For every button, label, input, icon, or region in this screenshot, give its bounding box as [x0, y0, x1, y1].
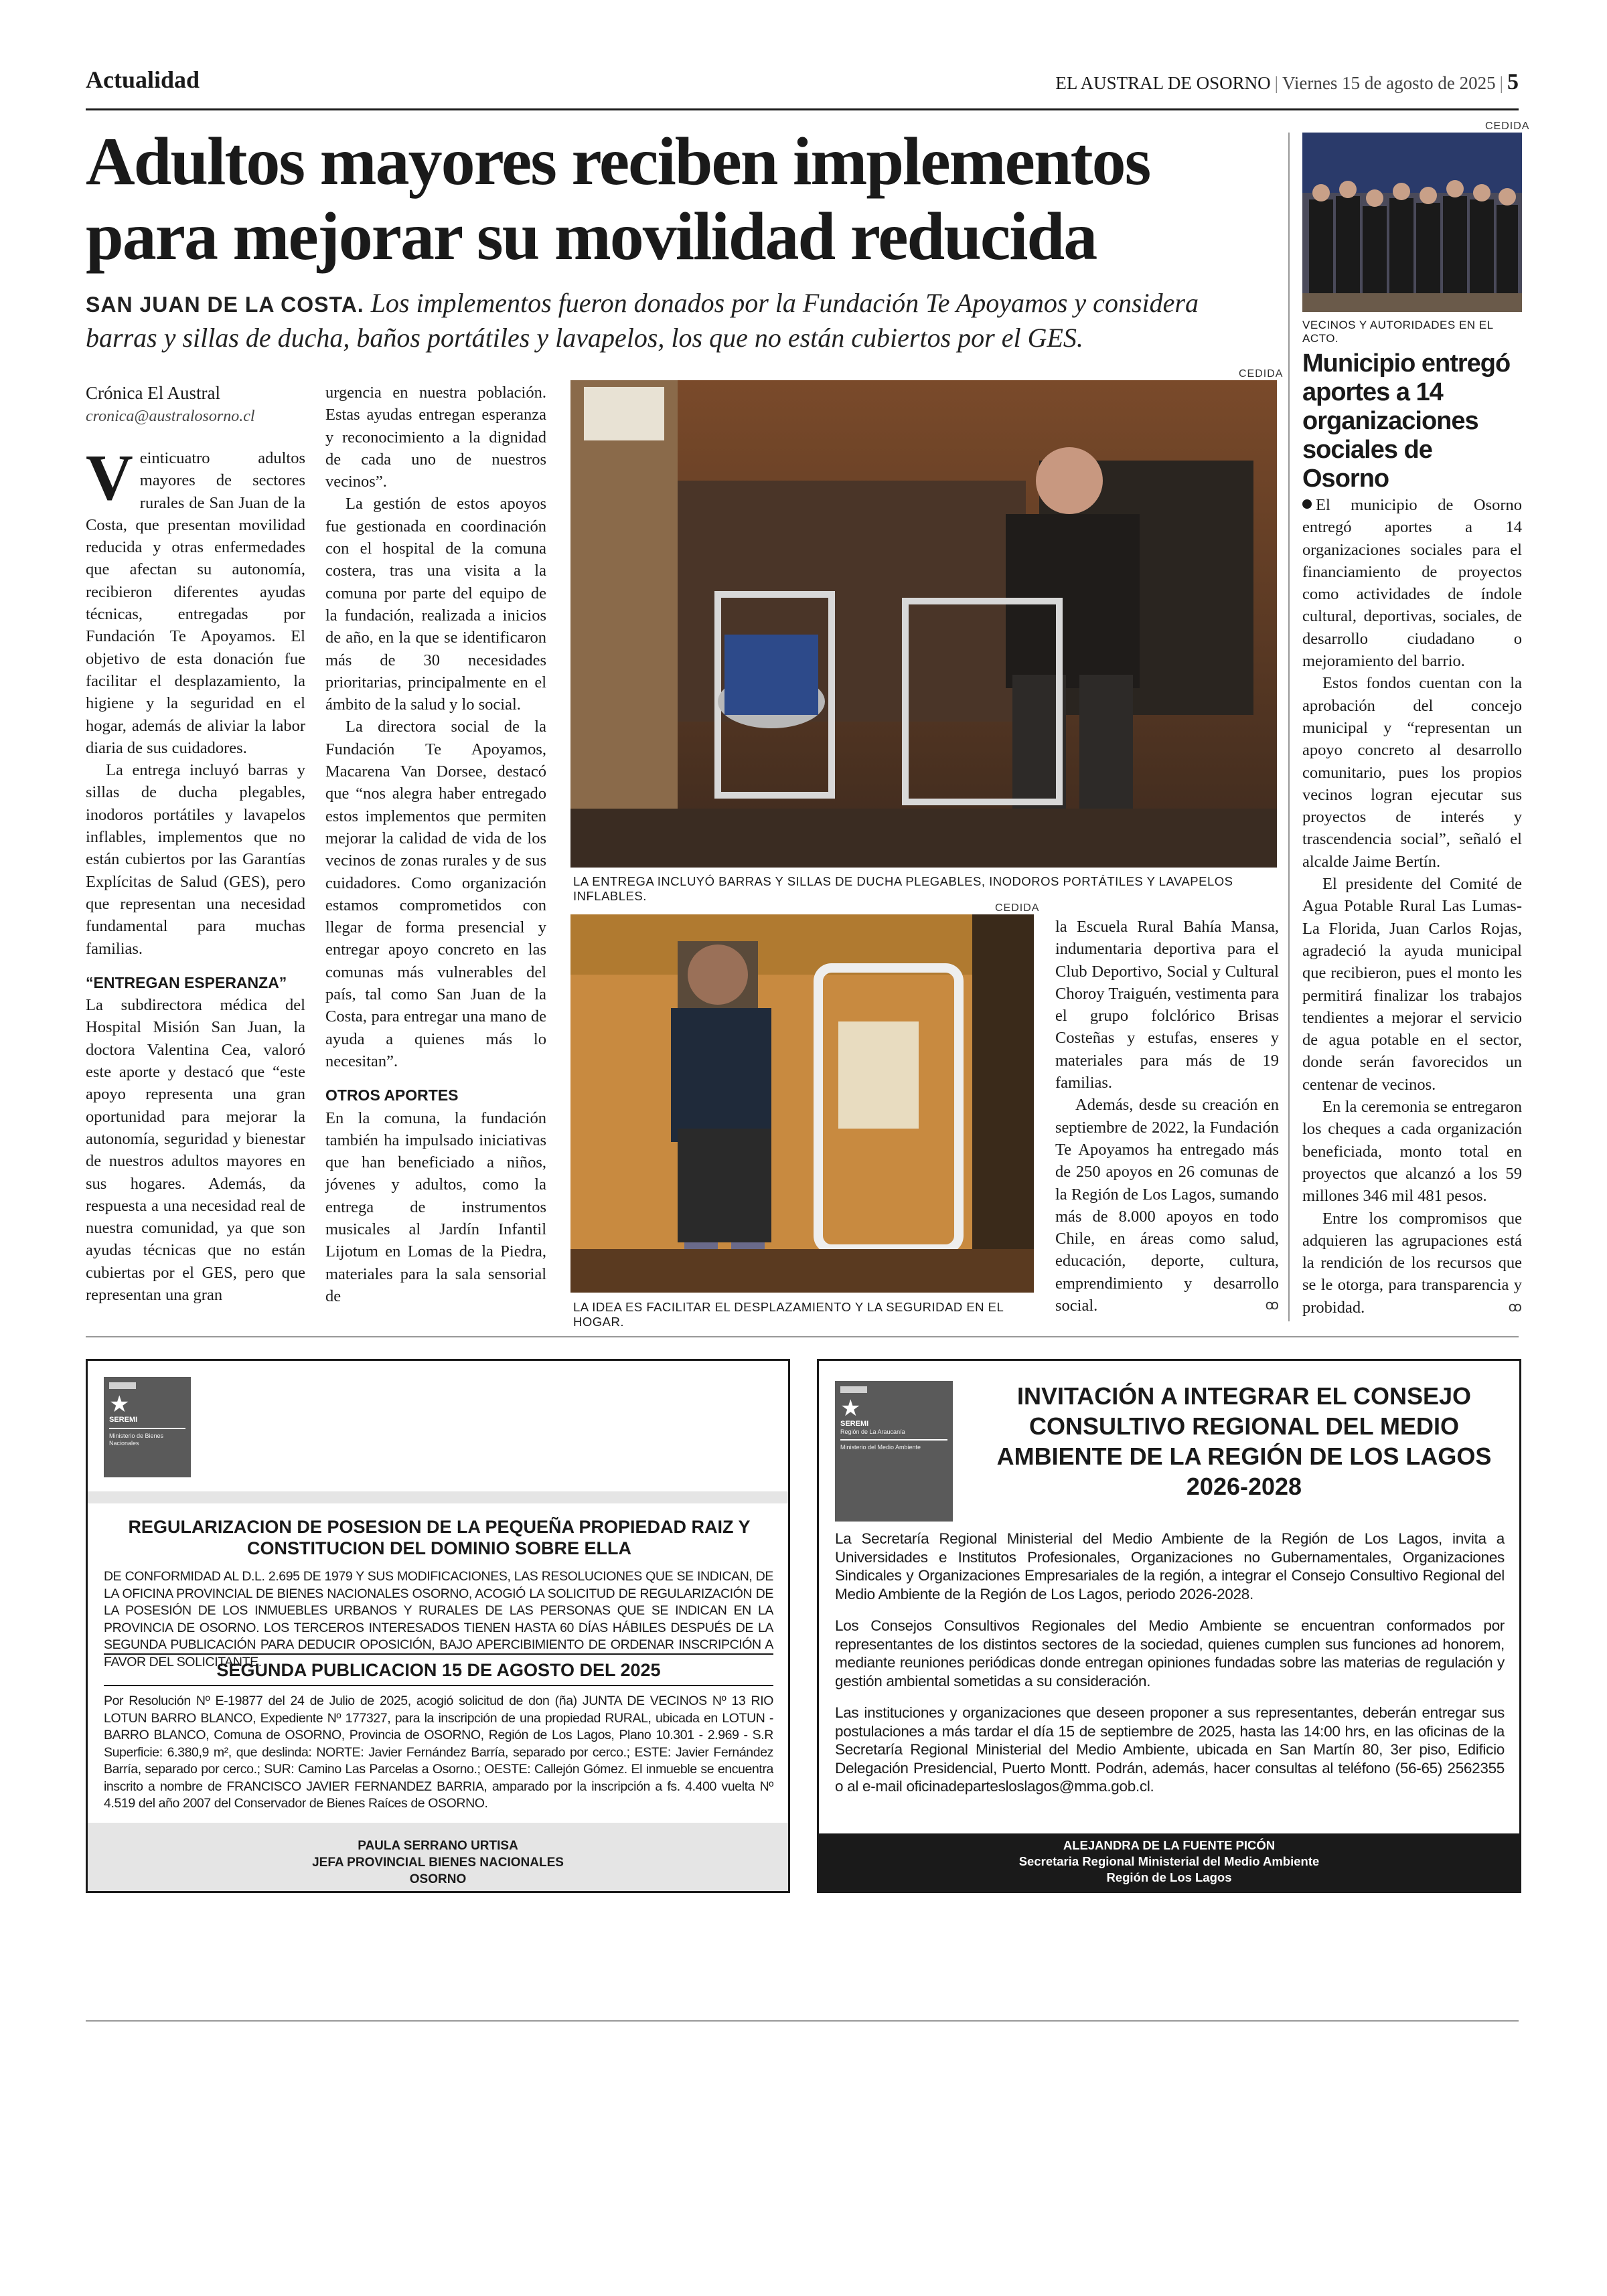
paragraph-text: Además, desde su creación en septiembre de 2022, la Fundación Te Apoyamos ha entregado más de 250 apoyos en 26 comunas de la Región de Los Lagos, sumando más de 8.000 apoyos en todo Chile, en áreas como salud, educación, deporte, cultura, emprendimiento y desarrollo social.	[1055, 1096, 1279, 1315]
article-column-2	[325, 382, 546, 1307]
end-mark-icon: ꝏ	[1508, 1299, 1522, 1315]
article-paragraph: La gestión de estos apoyos fue gestionada en coordinación con el hospital de la comuna costera, tras una visita a la comuna por parte del equipo de la fundación, realizada a inicios de año, en la que se identificaron más de 30 necesidades prioritarias, principalmente en el ámbito de la salud y lo social.	[325, 495, 546, 714]
article-paragraph: La directora social de la Fundación Te Apoyamos, Macarena Van Dorsee, destacó que “nos alegra haber entregado estos implementos que permiten mejorar la calidad de vida de los vecinos de zonas rurales y de sus cuidadores. Como organización estamos comprometidos con llegar de forma presencial y entregar apoyo concreto en las comunas más vulnerables del país, tal como San Juan de la Costa, para entregar una mano de ayuda a quienes más lo necesitan”.	[325, 718, 546, 1070]
logo-label: SEREMI	[840, 1420, 869, 1428]
photo-group-authorities	[1302, 133, 1522, 312]
signer-place: OSORNO	[409, 1872, 467, 1886]
article-paragraph	[86, 442, 305, 759]
article-paragraph: urgencia en nuestra población. Estas ayudas entregan esperanza y reconocimiento a la dignidad de cada uno de nuestros vecinos”.	[325, 384, 546, 491]
sidebar-paragraph: Estos fondos cuentan con la aprobación del concejo municipal y “representan un apoyo concreto al desarrollo comunitario, pues los propios vecinos logran ejecutar sus proyectos de interés y trascendencia social”, señaló el alcalde Jaime Bertín.	[1302, 674, 1522, 871]
star-icon: ★	[109, 1392, 130, 1417]
photo-caption: VECINOS Y AUTORIDADES EN EL ACTO.	[1302, 319, 1493, 345]
logo-flag-bar	[840, 1386, 867, 1393]
article-paragraph: La subdirectora médica del Hospital Misión San Juan, la doctora Valentina Cea, valoró este aporte y destacó que “este apoyo representa una gran oportunidad para mejorar la autonomía, seguridad y bienestar de nuestros adultos mayores en sus hogares. Además, da respuesta a una necesidad real de nuestra comunidad, ya que son ayudas técnicas que no están cubiertas por el GES, pero que representan una gran	[86, 996, 305, 1304]
ad-subtitle: SEGUNDA PUBLICACION 15 DE AGOSTO DEL 2025	[216, 1660, 661, 1680]
section-label: Actualidad	[86, 66, 200, 93]
publication-date: Viernes 15 de agosto de 2025	[1282, 73, 1496, 93]
article-paragraph: En la comuna, la fundación también ha impulsado iniciativas que han beneficiado a niños, jóvenes y adultos, como la entrega de instrumentos musicales al Jardín Infantil Lijotum en Lomas de la Piedra, materiales para la sala sensorial de	[325, 1109, 546, 1305]
seremi-logo	[835, 1381, 953, 1522]
sidebar-paragraph	[1302, 494, 1522, 672]
publication-name: EL AUSTRAL DE OSORNO	[1055, 73, 1271, 93]
subhead-entregan-esperanza: “ENTREGAN ESPERANZA”	[86, 973, 287, 991]
signer-place: Región de Los Lagos	[1106, 1870, 1232, 1884]
sidebar-column	[1302, 494, 1522, 1319]
header-rule	[86, 108, 1519, 110]
logo-region: Región de La Araucanía	[840, 1428, 905, 1435]
ad-rule	[104, 1653, 773, 1655]
ad-medio-ambiente	[817, 1359, 1521, 1893]
ad-paragraph: Los Consejos Consultivos Regionales del Medio Ambiente se encuentran conformados por representantes de los distintos sectores de la sociedad, quienes cumplen sus funciones ad honorem, mediante reuniones periódicas donde entregan opiniones fundadas sobre las materias de regulación y gestión ambiental sometidas a su consideración.	[835, 1617, 1505, 1690]
signer-title: JEFA PROVINCIAL BIENES NACIONALES	[312, 1856, 564, 1870]
column-divider	[1288, 133, 1290, 1321]
article-paragraph: La entrega incluyó barras y sillas de ducha plegables, inodoros portátiles y lavapelos inflables, implementos que no están cubiertos por las Garantías Explícitas de Salud (GES), pero que representan una necesidad fundamental para muchas familias.	[86, 761, 305, 958]
signer-title: Secretaria Regional Ministerial del Medio Ambiente	[1018, 1854, 1320, 1868]
ad-bienes-nacionales	[86, 1359, 790, 1893]
page-header-info	[1055, 70, 1519, 95]
article-column-1	[86, 442, 305, 1306]
subhead-otros-aportes: OTROS APORTES	[325, 1086, 459, 1104]
headline-line-1: Adultos mayores reciben implementos	[86, 124, 1150, 199]
deck-text: Los implementos fueron donados por la Fundación Te Apoyamos y considera barras y sillas de ducha, baños portátiles y lavapelos, los que no están cubiertos por el GES.	[86, 288, 1199, 353]
end-mark-icon: ꝏ	[1265, 1298, 1279, 1313]
paragraph-text: El municipio de Osorno entregó aportes a 14 organizaciones sociales para el financiamiento de proyectos como actividades de índole cultural, deportivas, sociales, de desarrollo ciudadano o mejoramiento del barrio.	[1302, 496, 1522, 671]
photo-elderly-man-walker	[570, 380, 1277, 868]
ad-rule	[104, 1685, 773, 1686]
ad-body: Por Resolución Nº E-19877 del 24 de Julio de 2025, acogió solicitud de don (ña) JUNTA DE VECINOS Nº 13 RIO LOTUN BARRO BLANCO, Expediente Nº 177327, para la inscripción de una propiedad RURAL, ubicada en LOTUN - BARRO BLANCO, Comuna de OSORNO, Provincia de OSORNO, Región de Los Lagos, Plano 10.301 - 2.969 - S.R Superficie: 6.380,9 m², que deslinda: NORTE: Javier Fernández Barría, separado por cerco.; ESTE: Javier Fernández Barría, separado por cerco.; SUR: Camino Las Parcelas a Osorno.; OESTE: Callejón Gómez. El inmueble se encuentra inscrito a nombre de FRANCISCO JAVIER FERNANDEZ BARRIA, amparado por la inscripción a fs. 4.400 vuelta Nº 4.519 del año 2007 del Conservador de Bienes Raíces de OSORNO.	[104, 1694, 773, 1811]
signer-name: PAULA SERRANO URTISA	[358, 1839, 518, 1853]
header-separator: |	[1499, 73, 1503, 93]
ad-paragraph: Las instituciones y organizaciones que deseen proponer a sus representantes, deberán entregar sus postulaciones a más tardar el día 15 de septiembre de 2025, hasta las 14:00 hrs, en las oficinas de la Secretaría Regional Ministerial del Medio Ambiente, ubicada en San Martín 80, 3er piso, Edificio Delegación Presidencial, Puerto Montt. Podrán, además, hacer consultas al teléfono (56-65) 2562355 o al e-mail oficinadepartesloslagos@mma.gob.cl.	[835, 1704, 1505, 1795]
section-rule	[86, 1336, 1519, 1337]
logo-subtitle: Ministerio de Bienes Nacionales	[109, 1432, 164, 1447]
sidebar-paragraph: En la ceremonia se entregaron los cheques a cada organización beneficiada, monto total en proyectos que alcanzó a los 59 millones 346 mil 481 pesos.	[1302, 1098, 1522, 1206]
ad-intro: DE CONFORMIDAD AL D.L. 2.695 DE 1979 Y SUS MODIFICACIONES, LAS RESOLUCIONES QUE SE INDICAN, DE LA OFICINA PROVINCIAL DE BIENES NACIONALES OSORNO, ACOGIÓ LA SOLICITUD DE REGULARIZACIÓN DE LA POSESIÓN DE LOS INMUEBLES URBANOS Y RURALES DE LAS PERSONAS QUE SE INDICAN EN LA PROVINCIA DE OSORNO. LOS TERCEROS INTERESADOS TIENEN HASTA 60 DÍAS HÁBILES DESPUÉS DE LA SEGUNDA PUBLICACIÓN PARA DEDUCIR OPOSICIÓN, BAJO APERCIBIMIENTO DE ORDENAR INSCRIPCIÓN A FAVOR DEL SOLICITANTE.	[104, 1569, 773, 1669]
photo-credit: CEDIDA	[1239, 368, 1284, 380]
ad-signature	[88, 1823, 788, 1891]
photo-illustration	[570, 380, 1277, 868]
logo-flag-bar	[109, 1382, 136, 1389]
logo-divider	[840, 1439, 947, 1441]
sidebar-headline: Municipio entregó aportes a 14 organizaciones sociales de Osorno	[1302, 349, 1511, 493]
byline	[86, 383, 255, 426]
article-paragraph	[1055, 1094, 1279, 1317]
signer-name: ALEJANDRA DE LA FUENTE PICÓN	[1063, 1838, 1276, 1852]
photo-caption: LA ENTREGA INCLUYÓ BARRAS Y SILLAS DE DUCHA PLEGABLES, INODOROS PORTÁTILES Y LAVAPELOS INFLABLES.	[573, 874, 1233, 903]
sidebar-paragraph	[1302, 1208, 1522, 1319]
ad-paragraph: La Secretaría Regional Ministerial del Medio Ambiente de la Región de Los Lagos, invita a Universidades e Institutos Profesionales, Organizaciones no Gubernamentales, Organizaciones Sindicales y Organizaciones Empresariales de la región, a integrar el Consejo Consultivo Regional del Medio Ambiente de la Región de Los Lagos, periodo 2026-2028.	[835, 1530, 1505, 1603]
article-column-3	[1055, 916, 1279, 1317]
footer-rule	[86, 2020, 1519, 2022]
star-icon: ★	[840, 1396, 861, 1421]
photo-credit: CEDIDA	[1485, 120, 1530, 132]
article-paragraph: la Escuela Rural Bahía Mansa, indumentaria deportiva para el Club Deportivo, Social y Cultural Choroy Traiguén, vestimenta para el grupo folclórico Brisas Costeñas y estufas, enseres y materiales para más de 19 familias.	[1055, 918, 1279, 1092]
ad-title: REGULARIZACION DE POSESION DE LA PEQUEÑA PROPIEDAD RAIZ Y CONSTITUCION DEL DOMINIO SOBRE ELLA	[128, 1517, 751, 1558]
sidebar-paragraph: El presidente del Comité de Agua Potable Rural Las Lumas-La Florida, Juan Carlos Rojas, agradeció la ayuda municipal que recibieron, pues el monto les permitirá finalizar los trabajos tendientes a mejorar el servicio de agua potable en el sector, donde serán favorecidos un centenar de vecinos.	[1302, 875, 1522, 1094]
logo-subtitle: Ministerio del Medio Ambiente	[840, 1444, 921, 1451]
logo-label: SEREMI	[109, 1416, 138, 1424]
photo-elderly-woman-shower-chair	[570, 914, 1034, 1293]
photo-illustration	[570, 914, 1034, 1293]
ad-band	[88, 1491, 788, 1503]
byline-name: Crónica El Austral	[86, 383, 220, 403]
paragraph-text: Entre los compromisos que adquieren las agrupaciones está la rendición de los recursos que se le otorga, para transparencia y probidad.	[1302, 1209, 1522, 1317]
drop-cap: V	[86, 442, 133, 514]
ad-title: INVITACIÓN A INTEGRAR EL CONSEJO CONSULTIVO REGIONAL DEL MEDIO AMBIENTE DE LA REGIÓN DE LOS LAGOS 2026-2028	[996, 1382, 1492, 1500]
photo-credit: CEDIDA	[995, 902, 1040, 914]
seremi-logo	[104, 1377, 191, 1477]
article-headline	[86, 125, 1224, 274]
paragraph-text: einticuatro adultos mayores de sectores rurales de San Juan de la Costa, que presentan movilidad reducida y otras enfermedades que afectan su autonomía, recibieron diferentes ayudas técnicas, entregadas por Fundación Te Apoyamos. El objetivo de esta donación fue facilitar el desplazamiento, la higiene y la seguridad en el hogar, además de aliviar la labor diaria de sus cuidadores.	[86, 449, 305, 757]
byline-email: cronica@australosorno.cl	[86, 408, 255, 425]
ad-signature	[819, 1833, 1519, 1891]
page-number: 5	[1507, 70, 1519, 94]
ad-body	[835, 1530, 1505, 1809]
logo-divider	[109, 1428, 185, 1429]
deck-dateline: SAN JUAN DE LA COSTA.	[86, 293, 364, 317]
bullet-icon	[1302, 499, 1312, 509]
photo-caption: LA IDEA ES FACILITAR EL DESPLAZAMIENTO Y LA SEGURIDAD EN EL HOGAR.	[573, 1300, 1004, 1329]
header-separator: |	[1274, 73, 1279, 93]
photo-illustration	[1302, 133, 1522, 312]
headline-line-2: para mejorar su movilidad reducida	[86, 199, 1097, 274]
article-deck	[86, 286, 1237, 355]
